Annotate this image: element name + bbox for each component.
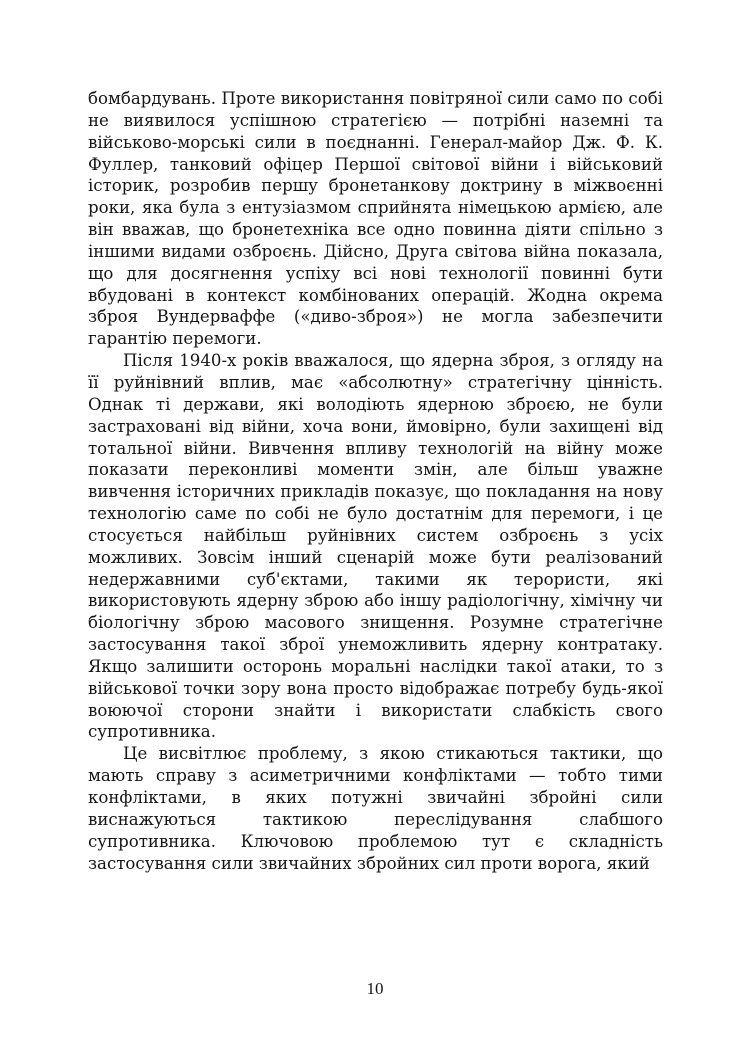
paragraph-3: Це висвітлює проблему, з якою стикаються тактики, що мають справу з асиметричними конфліктами — тобто тими конфліктами, в яких потужні звичайні збройні сили виснажуються тактикою переслідування слабшого супротивника. Ключовою проблемою тут є складність застосування сили звичайних збройних сил проти ворога, який bbox=[88, 744, 663, 873]
body-text bbox=[88, 88, 663, 874]
page-number: 10 bbox=[366, 979, 384, 998]
paragraph-1: бомбардувань. Проте використання повітряної сили само по собі не виявилося успішною стратегією — потрібні наземні та військово-морські сили в поєднанні. Генерал-майор Дж. Ф. К. Фуллер, танковий офіцер Першої світової війни і військовий історик, розробив першу бронетанкову доктрину в міжвоєнні роки, яка була з ентузіазмом сприйнята німецькою армією, але він вважав, що бронетехніка все одно повинна діяти спільно з іншими видами озброєнь. Дійсно, Друга світова війна показала, що для досягнення успіху всі нові технології повинні бути вбудовані в контекст комбінованих операцій. Жодна окрема зброя Вундерваффе («диво-зброя») не могла забезпечити гарантію перемоги. bbox=[88, 89, 663, 349]
paragraph-2: Після 1940-х років вважалося, що ядерна зброя, з огляду на її руйнівний вплив, має «абсолютну» стратегічну цінність. Однак ті держави, які володіють ядерною зброєю, не були застраховані від війни, хоча вони, ймовірно, були захищені від тотальної війни. Вивчення впливу технологій на війну може показати переконливі моменти змін, але більш уважне вивчення історичних прикладів показує, що покладання на нову технологію саме по собі не було достатнім для перемоги, і це стосується найбільш руйнівних систем озброєнь з усіх можливих. Зовсім інший сценарій може бути реалізований недержавними суб'єктами, такими як терористи, які використовують ядерну зброю або іншу радіологічну, хімічну чи біологічну зброю масового знищення. Розумне стратегічне застосування такої зброї унеможливить ядерну контратаку. Якщо залишити осторонь моральні наслідки такої атаки, то з військової точки зору вона просто відображає потребу будь-якої воюючої сторони знайти і використати слабкість свого супротивника. bbox=[88, 351, 663, 742]
